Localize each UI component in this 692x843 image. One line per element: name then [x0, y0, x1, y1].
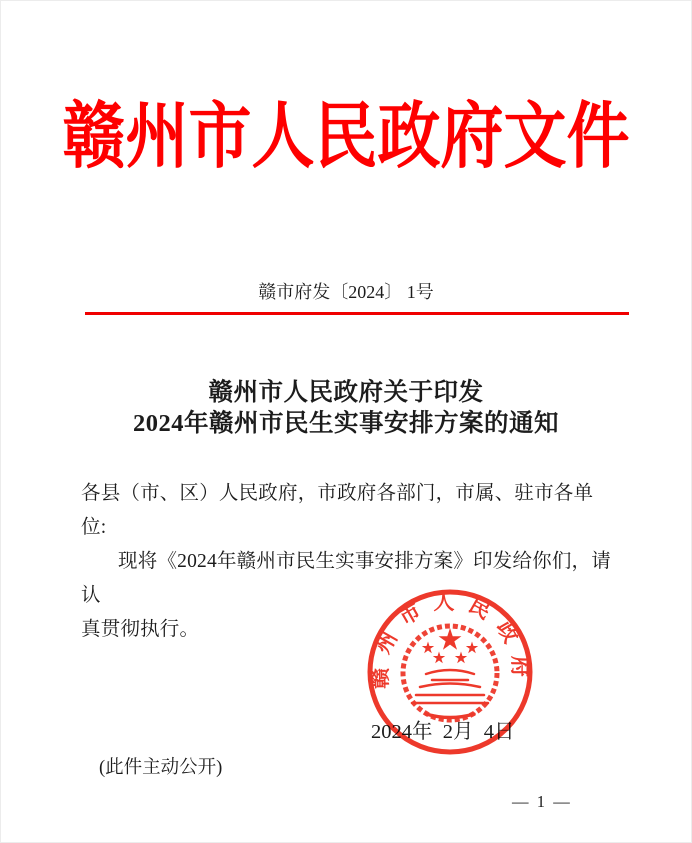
issue-date: 2024年 2月 4日 — [371, 721, 515, 743]
publicity-note: (此件主动公开) — [99, 758, 223, 778]
seal-curved-text: 赣州市人民政府 — [367, 589, 533, 689]
document-body — [81, 477, 615, 647]
body-paragraph-line-2: 真贯彻执行。 — [81, 619, 200, 640]
page-number: — 1 — — [512, 792, 570, 811]
body-paragraph-line-1: 现将《2024年赣州市民生实事安排方案》印发给你们，请认 — [81, 551, 611, 606]
document-number: 赣市府发〔2024〕 1号 — [258, 282, 434, 302]
document-title-line-1: 赣州市人民政府关于印发 — [208, 379, 484, 406]
document-title — [0, 377, 692, 439]
body-salutation-line: 各县（市、区）人民政府，市政府各部门，市属、驻市各单位: — [81, 483, 594, 538]
red-divider-rule — [85, 312, 629, 315]
document-header-title: 赣州市人民政府文件 — [62, 96, 630, 178]
document-title-line-2: 2024年赣州市民生实事安排方案的通知 — [133, 410, 559, 437]
